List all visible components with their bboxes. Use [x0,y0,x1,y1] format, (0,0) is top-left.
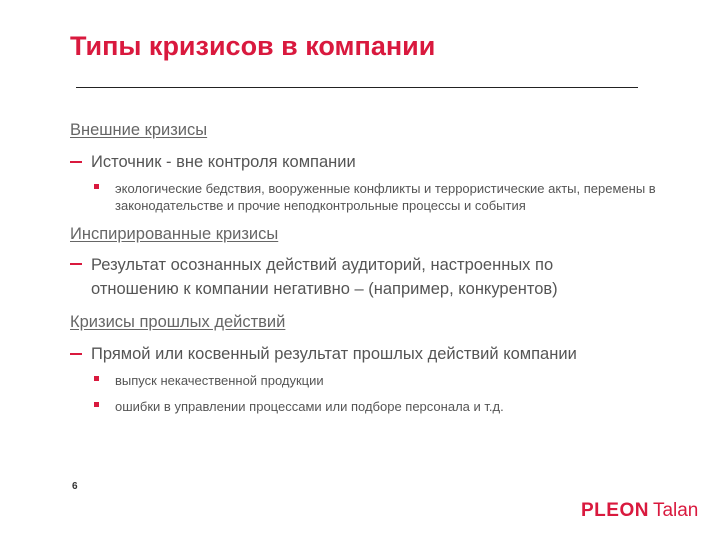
page-number: 6 [72,481,78,492]
section-past-actions [70,312,670,332]
bullet-point [70,151,670,173]
dash-bullet-icon [70,161,82,163]
sub-bullet [70,398,670,415]
square-bullet-icon [94,376,99,381]
section-inspired [70,224,670,244]
sub-bullet [70,180,675,214]
bullet-point [70,343,670,365]
section-heading: Инспирированные кризисы [70,225,279,243]
bullet-text: Источник - вне контроля компании [91,153,356,171]
title-divider [76,87,638,88]
logo-brand: PLEON [581,500,649,521]
section-heading: Кризисы прошлых действий [70,313,286,331]
dash-bullet-icon [70,353,82,355]
sub-bullet [70,372,670,389]
logo-sub: Talan [652,500,699,521]
sub-bullet-text: выпуск некачественной продукции [115,373,324,388]
bullet-text: Результат осознанных действий аудиторий, настроенных по отношению к компании негативно – (например, конкурентов) [91,256,558,298]
sub-bullet-text: ошибки в управлении процессами или подборе персонала и т.д. [115,399,504,414]
slide-content [70,120,670,415]
section-external [70,120,670,140]
section-heading: Внешние кризисы [70,121,208,139]
company-logo [581,500,698,522]
dash-bullet-icon [70,263,82,265]
square-bullet-icon [94,184,99,189]
sub-bullet-text: экологические бедствия, вооруженные конфликты и террористические акты, перемены в законодательстве и прочие неподконтрольные процессы и события [115,181,656,213]
bullet-point [70,253,611,301]
square-bullet-icon [94,402,99,407]
bullet-text: Прямой или косвенный результат прошлых действий компании [91,345,577,363]
slide-title: Типы кризисов в компании [70,31,436,61]
